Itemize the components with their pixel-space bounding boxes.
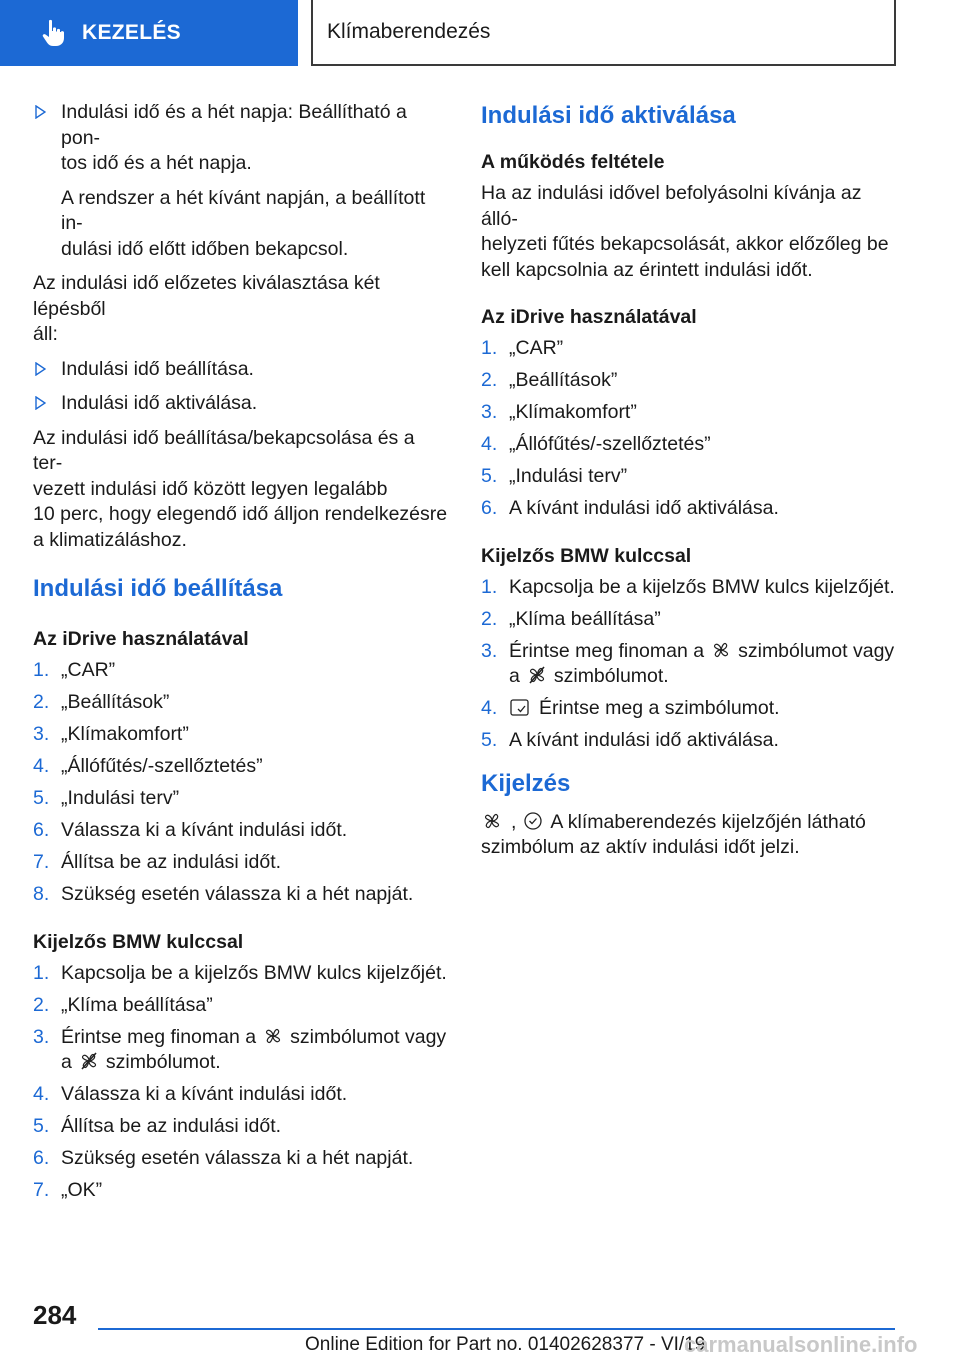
step-number: 3.: [481, 639, 498, 662]
key-steps-list: [33, 961, 449, 1204]
list-item: [33, 722, 449, 748]
list-item: [33, 754, 449, 780]
step-number: 4.: [481, 697, 498, 719]
section-heading: Kijelzés: [481, 769, 571, 797]
step-number: 8.: [33, 883, 50, 905]
list-item: [481, 400, 897, 426]
step-number: 1.: [33, 961, 50, 984]
list-item: [33, 818, 449, 844]
list-item: [33, 1025, 449, 1076]
bullet-subtext: A rendszer a hét kívánt napján, a beállított in- dulási idő előtt időben bekapcsol.: [61, 186, 426, 260]
page-number: 284: [33, 1300, 77, 1330]
section-tab: [0, 0, 298, 66]
section-heading: Indulási idő aktiválása: [481, 102, 736, 129]
step-text: Érintse meg finoman a: [509, 639, 705, 662]
list-item: [33, 690, 449, 716]
list-item: [481, 464, 897, 490]
list-item: [33, 850, 449, 876]
step-text: „Állófűtés/-szellőztetés”: [509, 433, 711, 455]
edition-text: Online Edition for Part no. 01402628377 - VI/19: [305, 1334, 706, 1355]
step-text: Érintse meg a szimbólumot.: [539, 697, 780, 719]
list-item: [33, 882, 449, 908]
step-text: Kapcsolja be a kijelzős BMW kulcs kijelzőjét.: [509, 575, 895, 598]
footer-divider: [98, 1328, 895, 1330]
list-item: [33, 1146, 449, 1172]
step-number: 6.: [481, 497, 498, 519]
step-text: Állítsa be az indulási időt.: [61, 1115, 282, 1137]
list-item: [33, 961, 449, 987]
step-number: 2.: [481, 369, 498, 391]
step-number: 3.: [33, 723, 50, 745]
display-text: A klímaberendezés kijelzőjén látható: [550, 810, 866, 833]
paragraph: Ha az indulási idővel befolyásolni kívánja az álló- helyzeti fűtés bekapcsolását, akkor előzőleg be kell kapcsolnia az érintett indulási időt.: [481, 182, 889, 281]
step-text: „Indulási terv”: [509, 465, 628, 487]
list-item: [481, 639, 897, 690]
step-text: „Klíma beállítása”: [509, 607, 661, 630]
step-text: Szükség esetén válassza ki a hét napját.: [61, 1147, 414, 1169]
step-number: 7.: [33, 1179, 50, 1201]
fan-icon: [262, 1026, 284, 1046]
step-text: Kapcsolja be a kijelzős BMW kulcs kijelzőjét.: [61, 961, 447, 984]
step-number: 5.: [33, 1115, 50, 1137]
list-item: [33, 1178, 449, 1204]
step-number: 6.: [33, 819, 50, 841]
pointing-hand-icon: [38, 18, 68, 48]
fan-icon: [710, 640, 732, 660]
watermark: carmanualsonline.info: [684, 1332, 918, 1357]
triangle-bullet-icon: [35, 105, 46, 119]
step-text: szimbólumot vagy: [738, 639, 895, 662]
step-number: 2.: [33, 993, 50, 1016]
chapter-title: Klímaberendezés: [327, 20, 491, 43]
list-item: [481, 696, 897, 722]
chapter-header: [311, 0, 896, 66]
list-item: [33, 993, 449, 1019]
subheading: Kijelzős BMW kulccsal: [33, 930, 244, 953]
list-item: [481, 607, 897, 633]
step-text: „Beállítások”: [61, 691, 170, 713]
display-paragraph: [481, 810, 897, 861]
fan-icon: [481, 811, 503, 831]
subheading: Az iDrive használatával: [481, 306, 697, 328]
step-text: szimbólumot vagy: [290, 1025, 447, 1048]
step-text: Válassza ki a kívánt indulási időt.: [61, 819, 348, 841]
list-item: [481, 575, 897, 601]
section-title: KEZELÉS: [82, 21, 181, 44]
fan-off-icon: [526, 665, 548, 685]
step-text: A kívánt indulási idő aktiválása.: [509, 729, 779, 751]
step-number: 1.: [33, 659, 50, 681]
step-text: szimbólumot.: [105, 1051, 221, 1073]
step-text: „Beállítások”: [509, 369, 618, 391]
step-number: 1.: [481, 337, 498, 359]
list-item: [481, 432, 897, 458]
step-text: Szükség esetén válassza ki a hét napját.: [61, 883, 414, 905]
triangle-bullet-icon: [35, 396, 46, 410]
step-text: „Klíma beállítása”: [61, 993, 213, 1016]
step-text: Válassza ki a kívánt indulási időt.: [61, 1083, 348, 1105]
subheading: Az iDrive használatával: [33, 628, 249, 650]
left-column: [33, 100, 449, 1210]
bullet-item: [33, 391, 449, 417]
step-number: 2.: [481, 607, 498, 630]
section-heading: Indulási idő beállítása: [33, 575, 283, 602]
list-item: [33, 1082, 449, 1108]
list-item: [33, 786, 449, 812]
bullet-item: [33, 357, 449, 383]
subheading: A működés feltétele: [481, 151, 665, 173]
step-text: a: [61, 1051, 72, 1073]
step-text: „Indulási terv”: [61, 787, 180, 809]
bullet-text: Indulási idő és a hét napja: Beállítható a pon- tos idő és a hét napja.: [61, 101, 407, 174]
step-number: 5.: [481, 465, 498, 487]
triangle-bullet-icon: [35, 362, 46, 376]
comma-separator: ,: [511, 810, 517, 833]
step-text: „Állófűtés/-szellőztetés”: [61, 755, 263, 777]
list-item: [481, 496, 897, 522]
idrive-steps-list: [33, 658, 449, 908]
step-text: a: [509, 665, 520, 687]
step-text: „CAR”: [61, 659, 116, 681]
key-steps-list: [481, 575, 897, 754]
bullet-item: [33, 100, 449, 177]
step-text: „Klímakomfort”: [509, 401, 637, 423]
fan-off-icon: [78, 1051, 100, 1071]
step-number: 3.: [33, 1025, 50, 1048]
step-text: A kívánt indulási idő aktiválása.: [509, 497, 779, 519]
bullet-text: Indulási idő aktiválása.: [61, 392, 258, 414]
bullet-text: Indulási idő beállítása.: [61, 357, 254, 380]
step-number: 2.: [33, 691, 50, 713]
calendar-check-icon: [509, 697, 531, 717]
paragraph: Az indulási idő előzetes kiválasztása két lépésből áll:: [33, 272, 380, 345]
paragraph: Az indulási idő beállítása/bekapcsolása és a ter- vezett indulási idő között legyen legalább 10 perc, hogy elegendő idő álljon rendelkezésre a klimatizáláshoz.: [33, 426, 448, 551]
right-column: [481, 100, 897, 870]
idrive-steps-list: [481, 336, 897, 522]
step-number: 6.: [33, 1147, 50, 1169]
step-text: Érintse meg finoman a: [61, 1025, 257, 1048]
list-item: [33, 1114, 449, 1140]
step-number: 4.: [33, 755, 50, 777]
step-number: 1.: [481, 575, 498, 598]
step-number: 4.: [481, 433, 498, 455]
step-text: „CAR”: [509, 337, 564, 359]
list-item: [33, 658, 449, 684]
list-item: [481, 336, 897, 362]
clock-check-icon: [522, 811, 544, 831]
step-text: szimbólumot.: [553, 665, 669, 687]
list-item: [481, 368, 897, 394]
step-number: 5.: [481, 729, 498, 751]
display-text: szimbólum az aktív indulási időt jelzi.: [481, 836, 800, 858]
step-number: 5.: [33, 787, 50, 809]
step-text: Állítsa be az indulási időt.: [61, 851, 282, 873]
subheading: Kijelzős BMW kulccsal: [481, 544, 692, 567]
step-text: „OK”: [61, 1179, 103, 1201]
step-number: 3.: [481, 401, 498, 423]
step-text: „Klímakomfort”: [61, 723, 189, 745]
step-number: 7.: [33, 851, 50, 873]
list-item: [481, 728, 897, 754]
step-number: 4.: [33, 1083, 50, 1105]
